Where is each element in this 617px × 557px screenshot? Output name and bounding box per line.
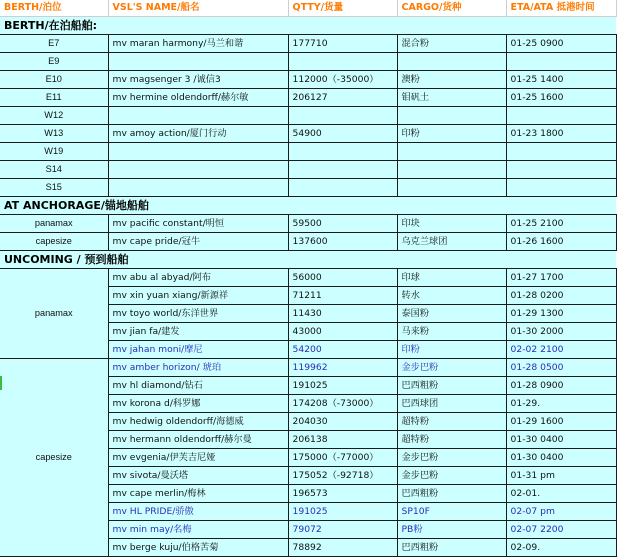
vessel-cell[interactable]: mv HL PRIDE/骄傲 xyxy=(108,503,288,521)
vessel-cell[interactable] xyxy=(108,143,288,161)
cargo-cell[interactable]: PB粉 xyxy=(397,521,506,539)
header-berth[interactable]: BERTH/泊位 xyxy=(0,0,108,17)
eta-cell[interactable]: 01-31 pm xyxy=(506,467,616,485)
qtty-cell[interactable]: 119962 xyxy=(288,359,397,377)
eta-cell[interactable]: 01-25 2100 xyxy=(506,215,616,233)
vessel-cell[interactable]: mv jahan moni/摩尼 xyxy=(108,341,288,359)
eta-cell[interactable] xyxy=(506,161,616,179)
cargo-cell[interactable]: 乌克兰球团 xyxy=(397,233,506,251)
qtty-cell[interactable]: 59500 xyxy=(288,215,397,233)
table-row xyxy=(0,125,616,143)
eta-cell[interactable]: 01-29. xyxy=(506,395,616,413)
eta-cell[interactable]: 01-29 1300 xyxy=(506,305,616,323)
eta-cell[interactable]: 02-01. xyxy=(506,485,616,503)
qtty-cell[interactable]: 78892 xyxy=(288,539,397,557)
qtty-cell[interactable]: 137600 xyxy=(288,233,397,251)
vessel-cell[interactable] xyxy=(108,107,288,125)
berth-cell[interactable]: E9 xyxy=(0,53,108,71)
section-anchorage-title[interactable]: AT ANCHORAGE/锚地船舶 xyxy=(0,197,616,215)
cargo-cell[interactable]: 印块 xyxy=(397,215,506,233)
qtty-cell[interactable]: 56000 xyxy=(288,269,397,287)
eta-cell[interactable]: 01-28 0500 xyxy=(506,359,616,377)
qtty-cell[interactable] xyxy=(288,179,397,197)
cargo-cell[interactable] xyxy=(397,53,506,71)
berth-cell[interactable]: E11 xyxy=(0,89,108,107)
table-row xyxy=(0,107,616,125)
table-row xyxy=(0,215,616,233)
berth-cell[interactable]: panamax xyxy=(0,215,108,233)
vessel-cell[interactable]: mv berge kuju/伯格苦菊 xyxy=(108,539,288,557)
cargo-cell[interactable] xyxy=(397,161,506,179)
eta-cell[interactable]: 01-30 2000 xyxy=(506,323,616,341)
cargo-cell[interactable]: 超特粉 xyxy=(397,431,506,449)
eta-cell[interactable]: 01-29 1600 xyxy=(506,413,616,431)
eta-cell[interactable]: 01-30 0400 xyxy=(506,449,616,467)
vessel-cell[interactable]: mv magsenger 3 /诚信3 xyxy=(108,71,288,89)
qtty-cell[interactable]: 177710 xyxy=(288,35,397,53)
cargo-cell[interactable]: SP10F xyxy=(397,503,506,521)
vessel-cell[interactable]: mv evgenia/伊芙吉尼娅 xyxy=(108,449,288,467)
cargo-cell[interactable]: 马来粉 xyxy=(397,323,506,341)
table-row xyxy=(0,71,616,89)
group-label-cell[interactable]: panamax xyxy=(0,269,108,359)
vessel-cell[interactable]: mv amber horizon/ 琥珀 xyxy=(108,359,288,377)
vessel-cell[interactable] xyxy=(108,53,288,71)
berth-cell[interactable]: W19 xyxy=(0,143,108,161)
table-row xyxy=(0,143,616,161)
qtty-cell[interactable] xyxy=(288,107,397,125)
qtty-cell[interactable]: 175052（-92718） xyxy=(288,467,397,485)
cargo-cell[interactable]: 澳粉 xyxy=(397,71,506,89)
berth-cell[interactable]: W13 xyxy=(0,125,108,143)
vessel-cell[interactable]: mv hermann oldendorff/赫尔曼 xyxy=(108,431,288,449)
qtty-cell[interactable]: 204030 xyxy=(288,413,397,431)
vessel-cell[interactable]: mv hedwig oldendorff/海德威 xyxy=(108,413,288,431)
qtty-cell[interactable] xyxy=(288,143,397,161)
eta-cell[interactable]: 02-07 2200 xyxy=(506,521,616,539)
qtty-cell[interactable]: 11430 xyxy=(288,305,397,323)
table-row xyxy=(0,359,616,377)
eta-cell[interactable]: 01-23 1800 xyxy=(506,125,616,143)
cargo-cell[interactable]: 转水 xyxy=(397,287,506,305)
vessel-cell[interactable]: mv min may/名梅 xyxy=(108,521,288,539)
section-berth-title[interactable]: BERTH/在泊船舶: xyxy=(0,17,616,35)
cargo-cell[interactable]: 钼矾土 xyxy=(397,89,506,107)
vessel-cell[interactable]: mv cape merlin/梅林 xyxy=(108,485,288,503)
table-row xyxy=(0,233,616,251)
qtty-cell[interactable]: 71211 xyxy=(288,287,397,305)
section-berth-row xyxy=(0,17,616,35)
cargo-cell[interactable]: 巴西粗粉 xyxy=(397,377,506,395)
qtty-cell[interactable]: 206127 xyxy=(288,89,397,107)
section-upcoming-row xyxy=(0,251,616,269)
eta-cell[interactable]: 01-25 1600 xyxy=(506,89,616,107)
table-row xyxy=(0,269,616,287)
eta-cell[interactable] xyxy=(506,179,616,197)
qtty-cell[interactable]: 191025 xyxy=(288,377,397,395)
cargo-cell[interactable]: 巴西粗粉 xyxy=(397,539,506,557)
eta-cell[interactable] xyxy=(506,107,616,125)
cargo-cell[interactable]: 金步巴粉 xyxy=(397,467,506,485)
qtty-cell[interactable]: 196573 xyxy=(288,485,397,503)
vessel-cell[interactable]: mv toyo world/东洋世界 xyxy=(108,305,288,323)
cargo-cell[interactable]: 印粉 xyxy=(397,341,506,359)
table-row xyxy=(0,161,616,179)
header-eta[interactable]: ETA/ATA 抵港时间 xyxy=(506,0,616,17)
header-cargo[interactable]: CARGO/货种 xyxy=(397,0,506,17)
qtty-cell[interactable]: 54900 xyxy=(288,125,397,143)
table-row xyxy=(0,179,616,197)
cargo-cell[interactable]: 超特粉 xyxy=(397,413,506,431)
eta-cell[interactable]: 01-26 1600 xyxy=(506,233,616,251)
eta-cell[interactable]: 01-25 1400 xyxy=(506,71,616,89)
qtty-cell[interactable]: 191025 xyxy=(288,503,397,521)
cargo-cell[interactable]: 巴西粗粉 xyxy=(397,485,506,503)
vessel-cell[interactable]: mv abu al abyad/阿布 xyxy=(108,269,288,287)
qtty-cell[interactable]: 112000（-35000） xyxy=(288,71,397,89)
row-marker xyxy=(0,376,2,390)
header-vessel-name[interactable]: VSL'S NAME/船名 xyxy=(108,0,288,17)
eta-cell[interactable]: 01-27 1700 xyxy=(506,269,616,287)
berth-cell[interactable]: capesize xyxy=(0,233,108,251)
vessel-cell[interactable]: mv jian fa/建发 xyxy=(108,323,288,341)
qtty-cell[interactable]: 79072 xyxy=(288,521,397,539)
cargo-cell[interactable] xyxy=(397,107,506,125)
vessel-cell[interactable]: mv maran harmony/马兰和谐 xyxy=(108,35,288,53)
qtty-cell[interactable]: 43000 xyxy=(288,323,397,341)
table-row xyxy=(0,89,616,107)
berth-cell[interactable]: S15 xyxy=(0,179,108,197)
vessel-cell[interactable] xyxy=(108,179,288,197)
eta-cell[interactable]: 01-30 0400 xyxy=(506,431,616,449)
table-row xyxy=(0,35,616,53)
group-label-cell[interactable]: capesize xyxy=(0,359,108,557)
qtty-cell[interactable]: 206138 xyxy=(288,431,397,449)
vessel-cell[interactable]: mv hl diamond/钻石 xyxy=(108,377,288,395)
qtty-cell[interactable]: 54200 xyxy=(288,341,397,359)
cargo-cell[interactable] xyxy=(397,179,506,197)
berth-cell[interactable]: S14 xyxy=(0,161,108,179)
vessel-cell[interactable]: mv hermine oldendorff/赫尔敏 xyxy=(108,89,288,107)
vessel-cell[interactable]: mv amoy action/厦门行动 xyxy=(108,125,288,143)
eta-cell[interactable] xyxy=(506,143,616,161)
section-upcoming-title[interactable]: UNCOMING / 预到船舶 xyxy=(0,251,616,269)
table-row xyxy=(0,53,616,71)
berth-cell[interactable]: E10 xyxy=(0,71,108,89)
cargo-cell[interactable]: 混合粉 xyxy=(397,35,506,53)
vessel-cell[interactable]: mv cape pride/冠牛 xyxy=(108,233,288,251)
eta-cell[interactable]: 01-25 0900 xyxy=(506,35,616,53)
berth-cell[interactable]: W12 xyxy=(0,107,108,125)
eta-cell[interactable]: 02-09. xyxy=(506,539,616,557)
eta-cell[interactable]: 01-28 0200 xyxy=(506,287,616,305)
section-anchorage-row xyxy=(0,197,616,215)
cargo-cell[interactable]: 巴西球团 xyxy=(397,395,506,413)
cargo-cell[interactable]: 印粉 xyxy=(397,125,506,143)
vessel-cell[interactable]: mv sivota/曼沃塔 xyxy=(108,467,288,485)
qtty-cell[interactable]: 175000（-77000） xyxy=(288,449,397,467)
eta-cell[interactable] xyxy=(506,53,616,71)
berth-cell[interactable]: E7 xyxy=(0,35,108,53)
eta-cell[interactable]: 02-07 pm xyxy=(506,503,616,521)
qtty-cell[interactable]: 174208（-73000） xyxy=(288,395,397,413)
cargo-cell[interactable]: 印球 xyxy=(397,269,506,287)
qtty-cell[interactable] xyxy=(288,53,397,71)
vessel-cell[interactable]: mv pacific constant/明恒 xyxy=(108,215,288,233)
vessel-cell[interactable]: mv xin yuan xiang/新源祥 xyxy=(108,287,288,305)
qtty-cell[interactable] xyxy=(288,161,397,179)
vessel-cell[interactable] xyxy=(108,161,288,179)
cargo-cell[interactable]: 金步巴粉 xyxy=(397,359,506,377)
header-qtty[interactable]: QTTY/货量 xyxy=(288,0,397,17)
eta-cell[interactable]: 02-02 2100 xyxy=(506,341,616,359)
cargo-cell[interactable]: 金步巴粉 xyxy=(397,449,506,467)
eta-cell[interactable]: 01-28 0900 xyxy=(506,377,616,395)
cargo-cell[interactable]: 泰国粉 xyxy=(397,305,506,323)
header-row xyxy=(0,0,616,17)
cargo-cell[interactable] xyxy=(397,143,506,161)
vessel-cell[interactable]: mv korona d/科罗娜 xyxy=(108,395,288,413)
